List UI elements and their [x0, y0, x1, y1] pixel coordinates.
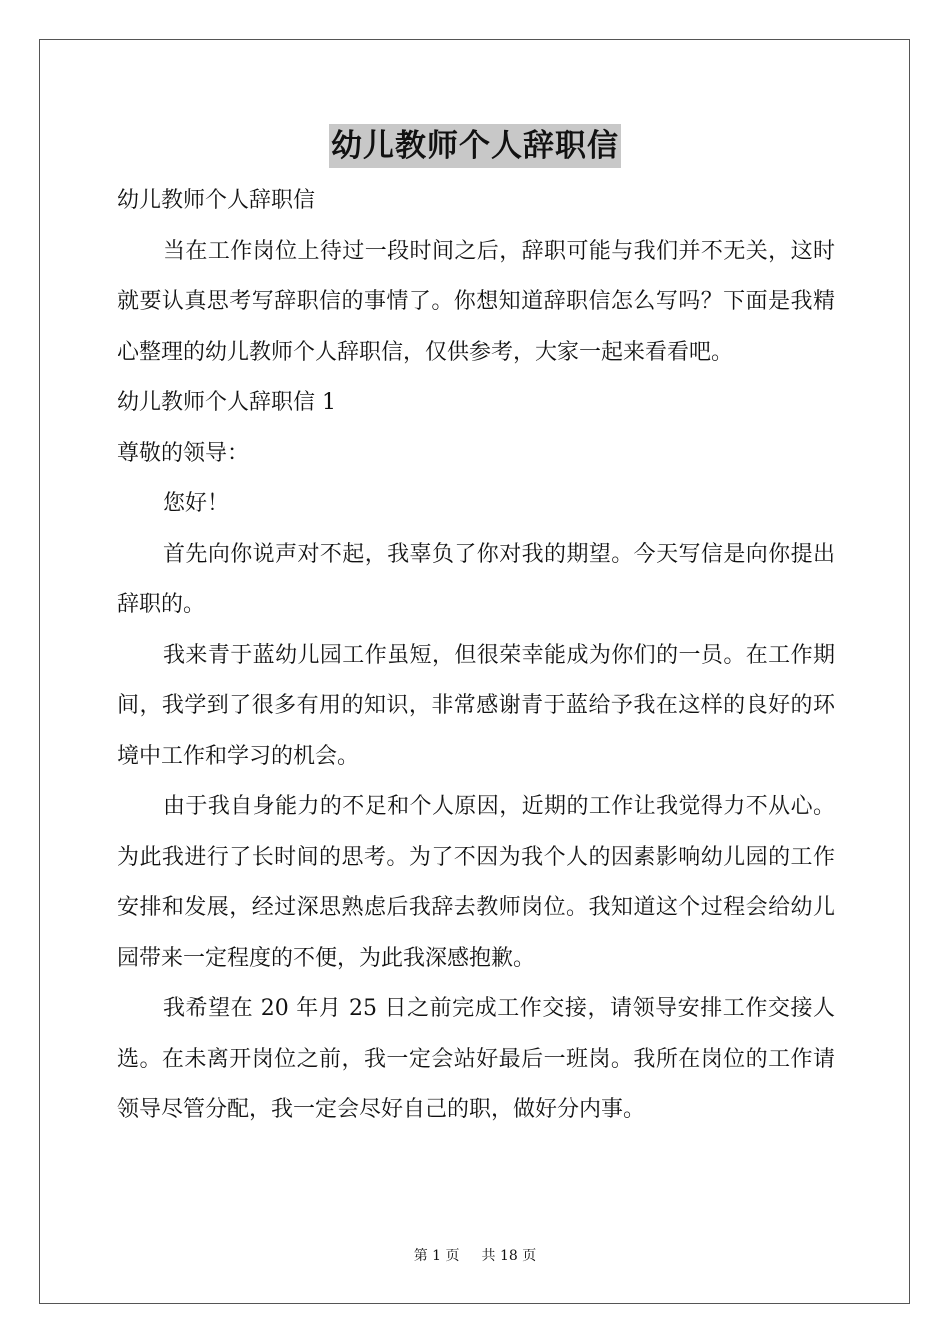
page-total: 共 18 页 — [481, 1248, 537, 1264]
document-body — [117, 176, 835, 1136]
paragraph: 首先向你说声对不起，我辜负了你对我的期望。今天写信是向你提出辞职的。 — [117, 541, 835, 617]
section-heading: 幼儿教师个人辞职信 1 — [117, 390, 336, 415]
paragraph: 我希望在 20 年月 25 日之前完成工作交接，请领导安排工作交接人选。在未离开岗位之前，我一定会站好最后一班岗。我所在岗位的工作请领导尽管分配，我一定会尽好自己的职，做好分内事。 — [117, 996, 835, 1122]
salutation: 尊敬的领导： — [117, 440, 250, 466]
paragraph: 我来青于蓝幼儿园工作虽短，但很荣幸能成为你们的一员。在工作期间，我学到了很多有用的知识，非常感谢青于蓝给予我在这样的良好的环境中工作和学习的机会。 — [117, 642, 835, 769]
paragraph: 由于我自身能力的不足和个人原因，近期的工作让我觉得力不从心。为此我进行了长时间的思考。为了不因为我个人的因素影响幼儿园的工作安排和发展，经过深思熟虑后我辞去教师岗位。我知道这个过程会给幼儿园带来一定程度的不便，为此我深感抱歉。 — [117, 794, 835, 971]
paragraph: 幼儿教师个人辞职信 — [117, 188, 316, 213]
paragraph: 当在工作岗位上待过一段时间之后，辞职可能与我们并不无关，这时就要认真思考写辞职信的事情了。你想知道辞职信怎么写吗？下面是我精心整理的幼儿教师个人辞职信，仅供参考，大家一起来看看吧。 — [117, 238, 835, 365]
document-title: 幼儿教师个人辞职信 — [329, 124, 621, 168]
page-footer — [0, 1246, 950, 1266]
title-container — [0, 124, 950, 168]
greeting: 您好！ — [163, 491, 230, 516]
page-number: 第 1 页 — [413, 1248, 460, 1264]
